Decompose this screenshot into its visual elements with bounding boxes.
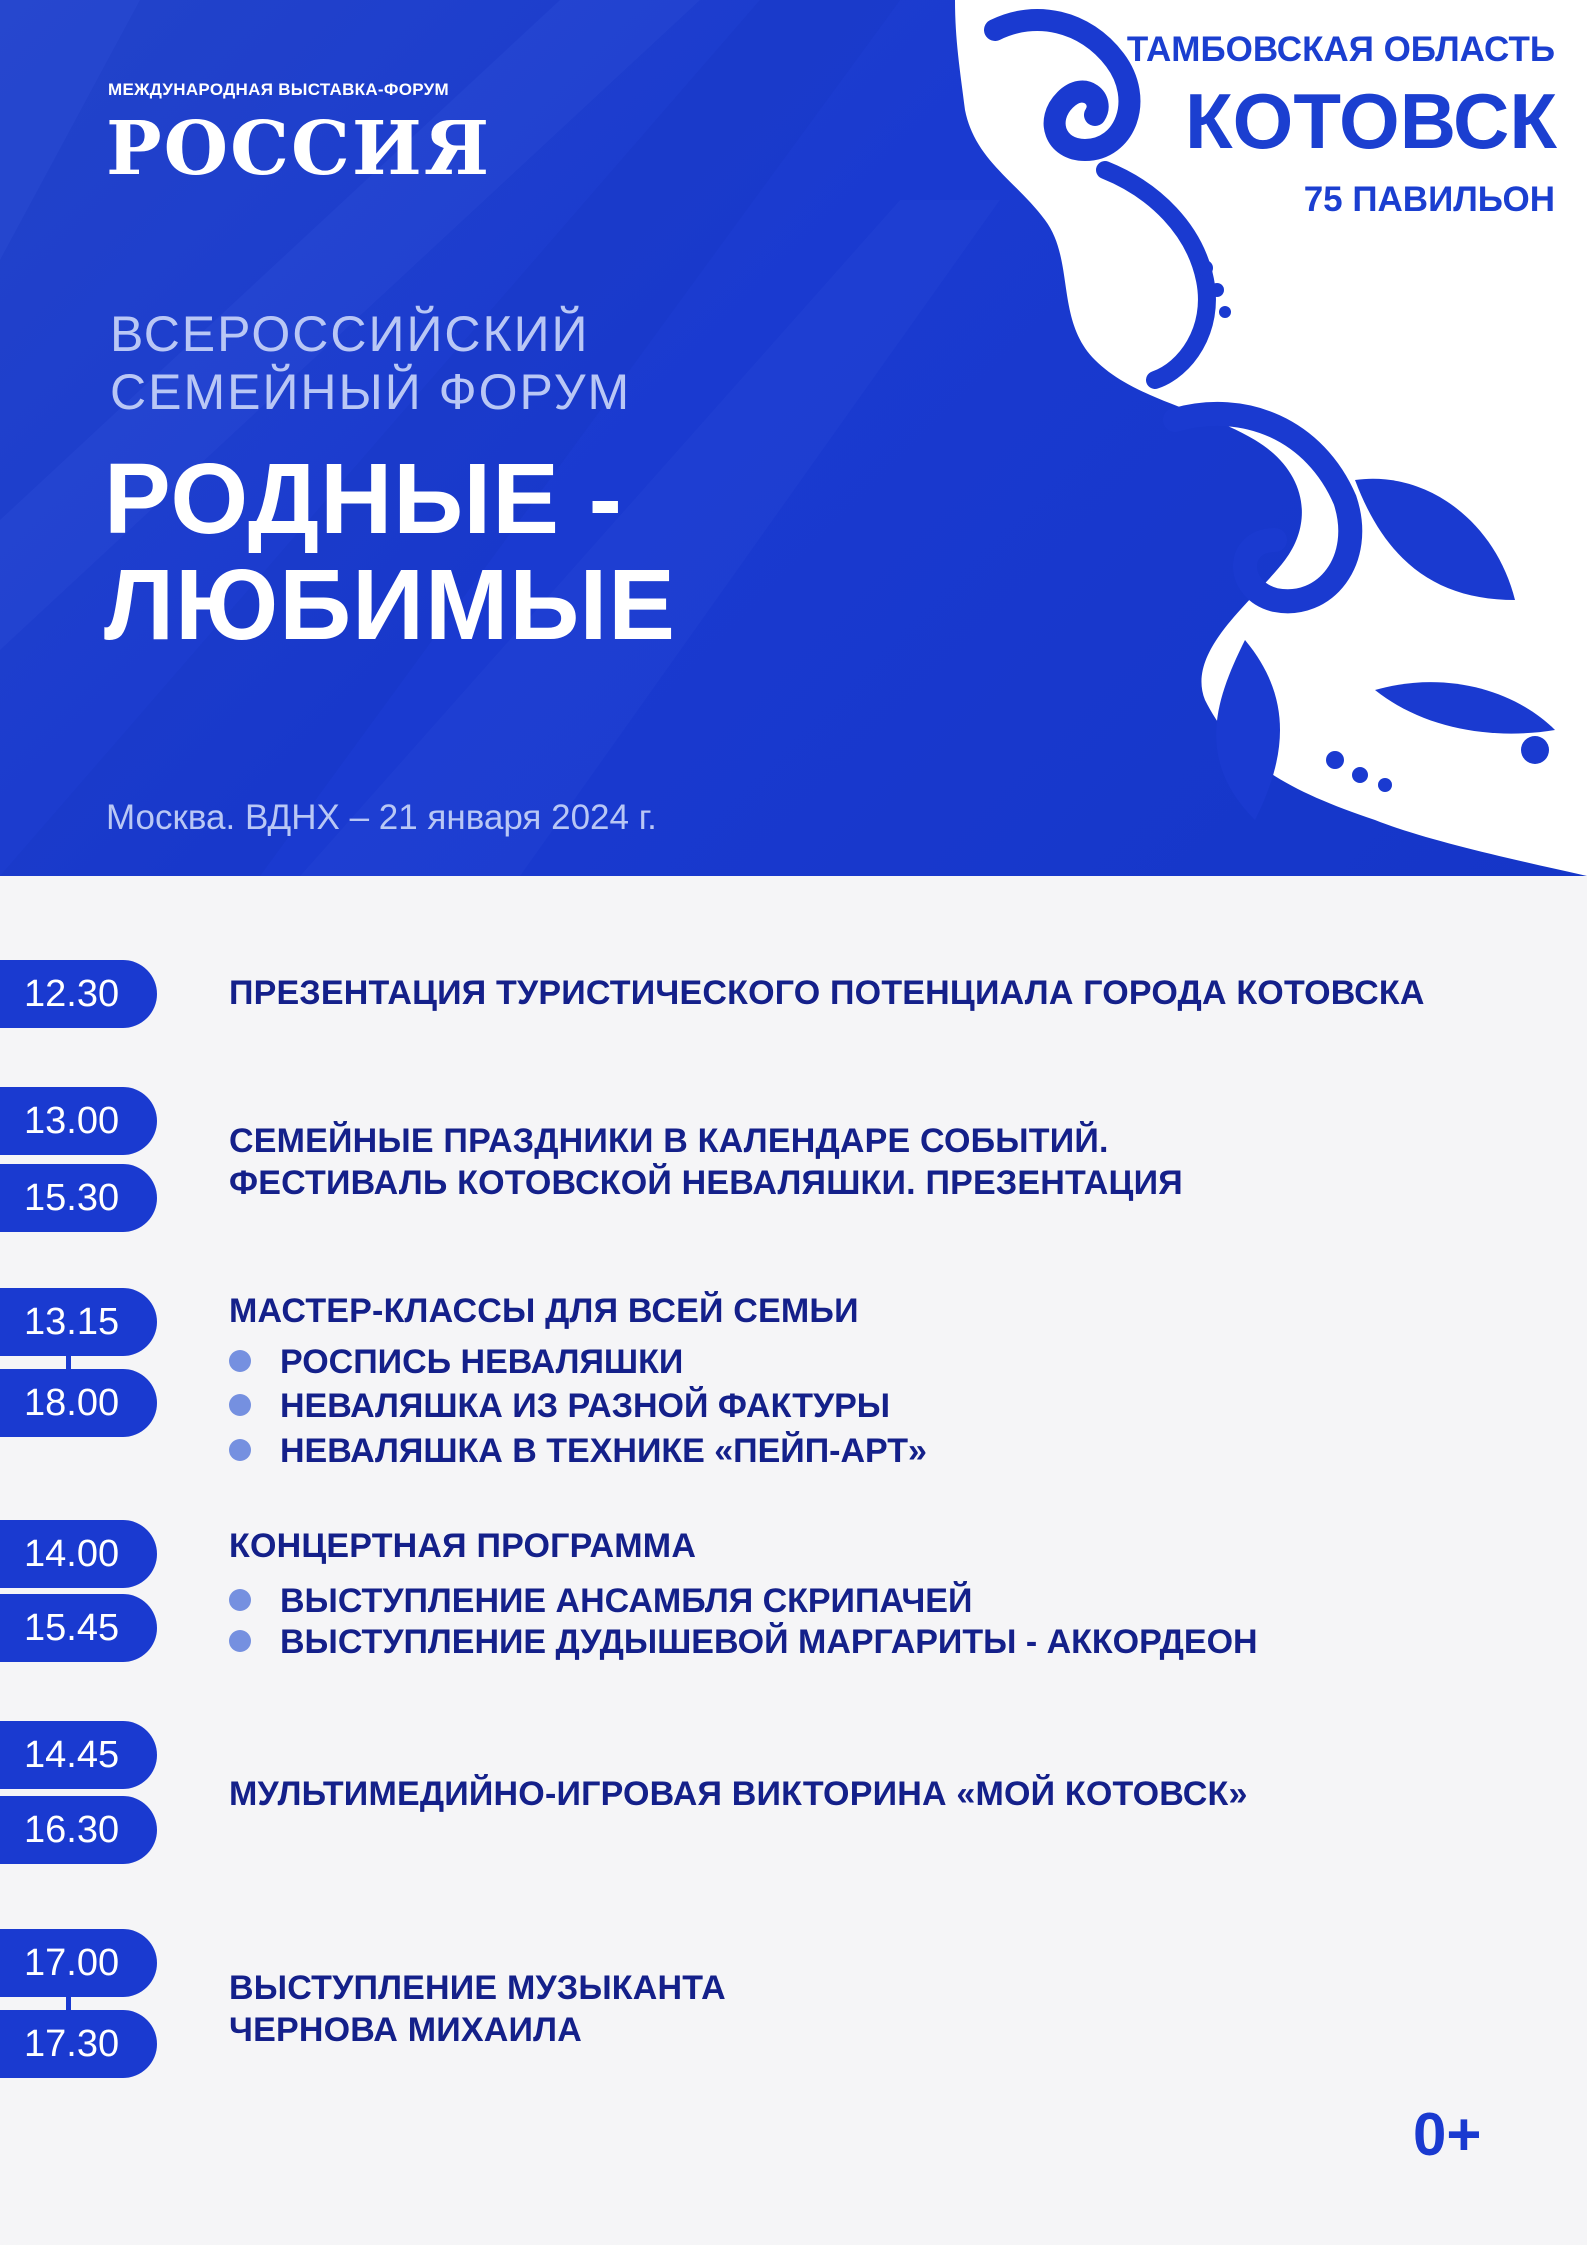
- time-pill-start: 17.00: [0, 1929, 157, 1997]
- event-line: ФЕСТИВАЛЬ КОТОВСКОЙ НЕВАЛЯШКИ. ПРЕЗЕНТАЦИЯ: [229, 1164, 1183, 1202]
- subtitle-line-1: ВСЕРОССИЙСКИЙ: [110, 306, 590, 362]
- event-line: МУЛЬТИМЕДИЙНО-ИГРОВАЯ ВИКТОРИНА «МОЙ КОТОВСК»: [229, 1775, 1248, 1813]
- event-title: [229, 1773, 1248, 1815]
- event-line: ЧЕРНОВА МИХАИЛА: [229, 2011, 582, 2049]
- header-banner: [0, 0, 1587, 876]
- event-line: КОНЦЕРТНАЯ ПРОГРАММА: [229, 1527, 697, 1565]
- age-rating-badge: 0+: [1413, 2101, 1482, 2168]
- time-connector: [66, 1356, 71, 1370]
- time-pill-start: 14.45: [0, 1721, 157, 1789]
- event-line: МАСТЕР-КЛАССЫ ДЛЯ ВСЕЙ СЕМЬИ: [229, 1292, 859, 1330]
- main-title-line-1: РОДНЫЕ -: [104, 443, 623, 555]
- time-pill-end: 18.00: [0, 1369, 157, 1437]
- region-label: ТАМБОВСКАЯ ОБЛАСТЬ: [1126, 30, 1555, 69]
- time-pill-start: 13.00: [0, 1087, 157, 1155]
- main-title-line-2: ЛЮБИМЫЕ: [104, 549, 676, 661]
- bullet-dot-icon: [229, 1394, 251, 1416]
- event-line: СЕМЕЙНЫЕ ПРАЗДНИКИ В КАЛЕНДАРЕ СОБЫТИЙ.: [229, 1122, 1109, 1160]
- bullet-dot-icon: [229, 1439, 251, 1461]
- event-title: [229, 1290, 859, 1332]
- event-line: ПРЕЗЕНТАЦИЯ ТУРИСТИЧЕСКОГО ПОТЕНЦИАЛА ГОРОДА КОТОВСКА: [229, 974, 1425, 1012]
- event-bullet: ВЫСТУПЛЕНИЕ ДУДЫШЕВОЙ МАРГАРИТЫ - АККОРДЕОН: [229, 1621, 1258, 1663]
- time-pill-end: 15.45: [0, 1594, 157, 1662]
- forum-label: МЕЖДУНАРОДНАЯ ВЫСТАВКА-ФОРУМ: [108, 80, 449, 99]
- bullet-dot-icon: [229, 1630, 251, 1652]
- russia-logo: РОССИЯ: [106, 106, 492, 192]
- forum-subtitle: [110, 305, 631, 421]
- time-pill: 12.30: [0, 960, 157, 1028]
- place-date: Москва. ВДНХ – 21 января 2024 г.: [106, 798, 657, 837]
- bullet-dot-icon: [229, 1589, 251, 1611]
- main-title: [104, 443, 676, 661]
- time-pill-end: 16.30: [0, 1796, 157, 1864]
- event-bullet: РОСПИСЬ НЕВАЛЯШКИ: [229, 1341, 683, 1383]
- time-pill-start: 14.00: [0, 1520, 157, 1588]
- time-connector: [66, 1997, 71, 2011]
- event-bullet: ВЫСТУПЛЕНИЕ АНСАМБЛЯ СКРИПАЧЕЙ: [229, 1580, 972, 1622]
- event-title: [229, 1967, 726, 2051]
- time-pill-end: 17.30: [0, 2010, 157, 2078]
- event-line: ВЫСТУПЛЕНИЕ МУЗЫКАНТА: [229, 1969, 726, 2007]
- city-label: КОТОВСК: [1185, 77, 1557, 165]
- pavilion-label: 75 ПАВИЛЬОН: [1303, 180, 1555, 219]
- subtitle-line-2: СЕМЕЙНЫЙ ФОРУМ: [110, 364, 632, 420]
- event-title: [229, 1120, 1183, 1204]
- event-bullet: НЕВАЛЯШКА ИЗ РАЗНОЙ ФАКТУРЫ: [229, 1385, 890, 1427]
- bullet-dot-icon: [229, 1350, 251, 1372]
- event-title: [229, 972, 1425, 1014]
- time-pill-start: 13.15: [0, 1288, 157, 1356]
- event-bullet: НЕВАЛЯШКА В ТЕХНИКЕ «ПЕЙП-АРТ»: [229, 1430, 927, 1472]
- event-title: [229, 1525, 696, 1567]
- time-pill-end: 15.30: [0, 1164, 157, 1232]
